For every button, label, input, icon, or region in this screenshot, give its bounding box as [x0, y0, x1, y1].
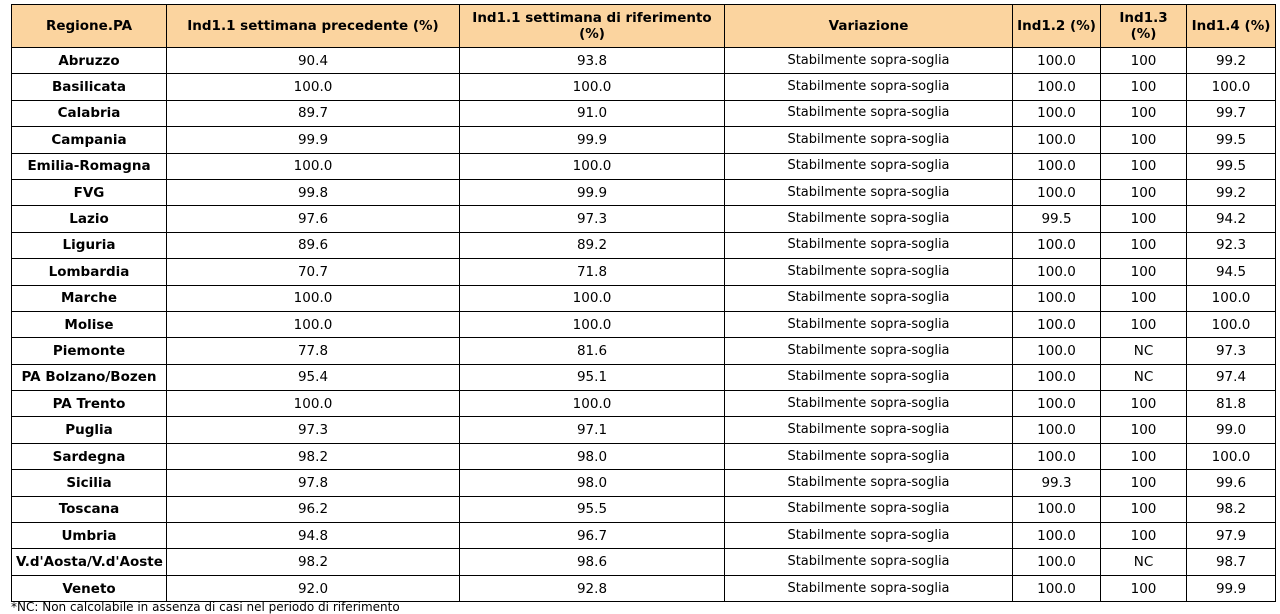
ind12-cell: 100.0 — [1013, 259, 1101, 285]
ind13-cell: 100 — [1101, 179, 1187, 205]
ind11-previous-cell: 99.9 — [167, 127, 460, 153]
ind11-previous-cell: 95.4 — [167, 364, 460, 390]
table-row — [12, 285, 1276, 311]
variation-cell: Stabilmente sopra-soglia — [725, 391, 1013, 417]
table-row — [12, 470, 1276, 496]
ind11-reference-cell: 92.8 — [460, 575, 725, 601]
ind11-previous-cell: 100.0 — [167, 285, 460, 311]
ind14-cell: 99.2 — [1187, 179, 1276, 205]
ind11-previous-cell: 90.4 — [167, 48, 460, 74]
table-row — [12, 364, 1276, 390]
ind11-reference-cell: 91.0 — [460, 100, 725, 126]
table-row — [12, 311, 1276, 337]
table-row — [12, 417, 1276, 443]
ind11-previous-cell: 89.6 — [167, 232, 460, 258]
region-cell: Abruzzo — [12, 48, 167, 74]
ind13-cell: 100 — [1101, 496, 1187, 522]
variation-cell: Stabilmente sopra-soglia — [725, 496, 1013, 522]
table-row — [12, 391, 1276, 417]
ind12-cell: 100.0 — [1013, 523, 1101, 549]
ind12-cell: 100.0 — [1013, 153, 1101, 179]
column-header: Ind1.1 settimana precedente (%) — [167, 5, 460, 48]
ind14-cell: 99.7 — [1187, 100, 1276, 126]
ind11-previous-cell: 98.2 — [167, 443, 460, 469]
ind12-cell: 100.0 — [1013, 391, 1101, 417]
ind12-cell: 100.0 — [1013, 417, 1101, 443]
ind12-cell: 100.0 — [1013, 575, 1101, 601]
ind13-cell: 100 — [1101, 443, 1187, 469]
variation-cell: Stabilmente sopra-soglia — [725, 127, 1013, 153]
ind14-cell: 100.0 — [1187, 443, 1276, 469]
ind11-previous-cell: 100.0 — [167, 153, 460, 179]
variation-cell: Stabilmente sopra-soglia — [725, 100, 1013, 126]
ind11-previous-cell: 97.8 — [167, 470, 460, 496]
region-cell: Veneto — [12, 575, 167, 601]
ind12-cell: 100.0 — [1013, 338, 1101, 364]
region-cell: Lazio — [12, 206, 167, 232]
region-cell: Campania — [12, 127, 167, 153]
ind12-cell: 100.0 — [1013, 74, 1101, 100]
variation-cell: Stabilmente sopra-soglia — [725, 443, 1013, 469]
ind11-reference-cell: 98.6 — [460, 549, 725, 575]
variation-cell: Stabilmente sopra-soglia — [725, 364, 1013, 390]
ind14-cell: 99.6 — [1187, 470, 1276, 496]
ind11-reference-cell: 98.0 — [460, 443, 725, 469]
variation-cell: Stabilmente sopra-soglia — [725, 179, 1013, 205]
ind11-previous-cell: 94.8 — [167, 523, 460, 549]
ind13-cell: 100 — [1101, 391, 1187, 417]
region-cell: PA Trento — [12, 391, 167, 417]
ind11-reference-cell: 100.0 — [460, 391, 725, 417]
ind12-cell: 99.5 — [1013, 206, 1101, 232]
ind11-reference-cell: 71.8 — [460, 259, 725, 285]
ind13-cell: 100 — [1101, 127, 1187, 153]
ind13-cell: 100 — [1101, 417, 1187, 443]
table-row — [12, 179, 1276, 205]
footnote: *NC: Non calcolabile in assenza di casi nel periodo di riferimento — [11, 600, 400, 614]
ind11-reference-cell: 97.1 — [460, 417, 725, 443]
variation-cell: Stabilmente sopra-soglia — [725, 417, 1013, 443]
ind13-cell: 100 — [1101, 100, 1187, 126]
ind14-cell: 94.2 — [1187, 206, 1276, 232]
region-cell: Liguria — [12, 232, 167, 258]
ind13-cell: 100 — [1101, 470, 1187, 496]
column-header: Ind1.3 (%) — [1101, 5, 1187, 48]
ind11-previous-cell: 98.2 — [167, 549, 460, 575]
region-cell: Molise — [12, 311, 167, 337]
column-header: Ind1.2 (%) — [1013, 5, 1101, 48]
ind14-cell: 97.3 — [1187, 338, 1276, 364]
ind13-cell: 100 — [1101, 48, 1187, 74]
region-cell: Emilia-Romagna — [12, 153, 167, 179]
table-row — [12, 443, 1276, 469]
ind11-previous-cell: 92.0 — [167, 575, 460, 601]
ind11-reference-cell: 98.0 — [460, 470, 725, 496]
ind11-previous-cell: 89.7 — [167, 100, 460, 126]
region-cell: Marche — [12, 285, 167, 311]
table-header — [12, 5, 1276, 48]
ind11-reference-cell: 95.5 — [460, 496, 725, 522]
ind12-cell: 100.0 — [1013, 48, 1101, 74]
ind11-previous-cell: 70.7 — [167, 259, 460, 285]
ind13-cell: 100 — [1101, 285, 1187, 311]
ind12-cell: 100.0 — [1013, 100, 1101, 126]
ind12-cell: 100.0 — [1013, 364, 1101, 390]
variation-cell: Stabilmente sopra-soglia — [725, 206, 1013, 232]
column-header: Regione.PA — [12, 5, 167, 48]
column-header: Ind1.1 settimana di riferimento (%) — [460, 5, 725, 48]
variation-cell: Stabilmente sopra-soglia — [725, 153, 1013, 179]
table-row — [12, 496, 1276, 522]
ind14-cell: 94.5 — [1187, 259, 1276, 285]
ind12-cell: 100.0 — [1013, 311, 1101, 337]
region-cell: PA Bolzano/Bozen — [12, 364, 167, 390]
ind11-previous-cell: 96.2 — [167, 496, 460, 522]
ind12-cell: 100.0 — [1013, 549, 1101, 575]
ind14-cell: 98.2 — [1187, 496, 1276, 522]
ind13-cell: 100 — [1101, 153, 1187, 179]
ind14-cell: 92.3 — [1187, 232, 1276, 258]
variation-cell: Stabilmente sopra-soglia — [725, 259, 1013, 285]
ind11-reference-cell: 96.7 — [460, 523, 725, 549]
ind12-cell: 99.3 — [1013, 470, 1101, 496]
ind11-reference-cell: 100.0 — [460, 74, 725, 100]
ind11-previous-cell: 100.0 — [167, 74, 460, 100]
variation-cell: Stabilmente sopra-soglia — [725, 48, 1013, 74]
ind13-cell: 100 — [1101, 206, 1187, 232]
variation-cell: Stabilmente sopra-soglia — [725, 74, 1013, 100]
region-cell: V.d'Aosta/V.d'Aoste — [12, 549, 167, 575]
ind14-cell: 99.5 — [1187, 153, 1276, 179]
ind14-cell: 100.0 — [1187, 311, 1276, 337]
column-header: Ind1.4 (%) — [1187, 5, 1276, 48]
ind11-reference-cell: 81.6 — [460, 338, 725, 364]
table-row — [12, 338, 1276, 364]
region-cell: Puglia — [12, 417, 167, 443]
ind11-reference-cell: 95.1 — [460, 364, 725, 390]
ind13-cell: 100 — [1101, 259, 1187, 285]
variation-cell: Stabilmente sopra-soglia — [725, 470, 1013, 496]
ind13-cell: NC — [1101, 549, 1187, 575]
ind13-cell: 100 — [1101, 74, 1187, 100]
ind11-previous-cell: 77.8 — [167, 338, 460, 364]
ind13-cell: NC — [1101, 364, 1187, 390]
ind12-cell: 100.0 — [1013, 127, 1101, 153]
ind13-cell: 100 — [1101, 311, 1187, 337]
ind11-previous-cell: 100.0 — [167, 391, 460, 417]
ind12-cell: 100.0 — [1013, 179, 1101, 205]
region-cell: Basilicata — [12, 74, 167, 100]
ind14-cell: 100.0 — [1187, 74, 1276, 100]
region-cell: FVG — [12, 179, 167, 205]
ind12-cell: 100.0 — [1013, 232, 1101, 258]
region-cell: Lombardia — [12, 259, 167, 285]
ind11-reference-cell: 89.2 — [460, 232, 725, 258]
region-cell: Piemonte — [12, 338, 167, 364]
ind14-cell: 99.9 — [1187, 575, 1276, 601]
ind13-cell: 100 — [1101, 575, 1187, 601]
table-row — [12, 100, 1276, 126]
region-cell: Toscana — [12, 496, 167, 522]
ind14-cell: 99.5 — [1187, 127, 1276, 153]
ind11-reference-cell: 93.8 — [460, 48, 725, 74]
ind14-cell: 99.0 — [1187, 417, 1276, 443]
document-page — [11, 4, 1275, 602]
variation-cell: Stabilmente sopra-soglia — [725, 311, 1013, 337]
table-body — [12, 48, 1276, 602]
ind11-reference-cell: 100.0 — [460, 285, 725, 311]
table-row — [12, 259, 1276, 285]
ind11-previous-cell: 97.6 — [167, 206, 460, 232]
ind11-previous-cell: 97.3 — [167, 417, 460, 443]
table-row — [12, 127, 1276, 153]
ind13-cell: 100 — [1101, 232, 1187, 258]
ind12-cell: 100.0 — [1013, 496, 1101, 522]
region-cell: Sardegna — [12, 443, 167, 469]
ind14-cell: 99.2 — [1187, 48, 1276, 74]
regional-indicators-table — [11, 4, 1276, 602]
ind11-reference-cell: 100.0 — [460, 153, 725, 179]
ind11-reference-cell: 97.3 — [460, 206, 725, 232]
variation-cell: Stabilmente sopra-soglia — [725, 523, 1013, 549]
ind11-previous-cell: 100.0 — [167, 311, 460, 337]
table-row — [12, 232, 1276, 258]
table-row — [12, 48, 1276, 74]
ind14-cell: 97.9 — [1187, 523, 1276, 549]
ind14-cell: 98.7 — [1187, 549, 1276, 575]
column-header: Variazione — [725, 5, 1013, 48]
variation-cell: Stabilmente sopra-soglia — [725, 575, 1013, 601]
header-row — [12, 5, 1276, 48]
table-row — [12, 575, 1276, 601]
ind13-cell: 100 — [1101, 523, 1187, 549]
ind11-reference-cell: 99.9 — [460, 127, 725, 153]
ind13-cell: NC — [1101, 338, 1187, 364]
ind14-cell: 81.8 — [1187, 391, 1276, 417]
variation-cell: Stabilmente sopra-soglia — [725, 285, 1013, 311]
table-row — [12, 206, 1276, 232]
variation-cell: Stabilmente sopra-soglia — [725, 232, 1013, 258]
ind12-cell: 100.0 — [1013, 443, 1101, 469]
ind12-cell: 100.0 — [1013, 285, 1101, 311]
ind11-reference-cell: 100.0 — [460, 311, 725, 337]
region-cell: Sicilia — [12, 470, 167, 496]
variation-cell: Stabilmente sopra-soglia — [725, 549, 1013, 575]
region-cell: Calabria — [12, 100, 167, 126]
table-row — [12, 523, 1276, 549]
ind14-cell: 97.4 — [1187, 364, 1276, 390]
region-cell: Umbria — [12, 523, 167, 549]
variation-cell: Stabilmente sopra-soglia — [725, 338, 1013, 364]
table-row — [12, 549, 1276, 575]
ind11-previous-cell: 99.8 — [167, 179, 460, 205]
ind11-reference-cell: 99.9 — [460, 179, 725, 205]
ind14-cell: 100.0 — [1187, 285, 1276, 311]
table-row — [12, 74, 1276, 100]
table-row — [12, 153, 1276, 179]
